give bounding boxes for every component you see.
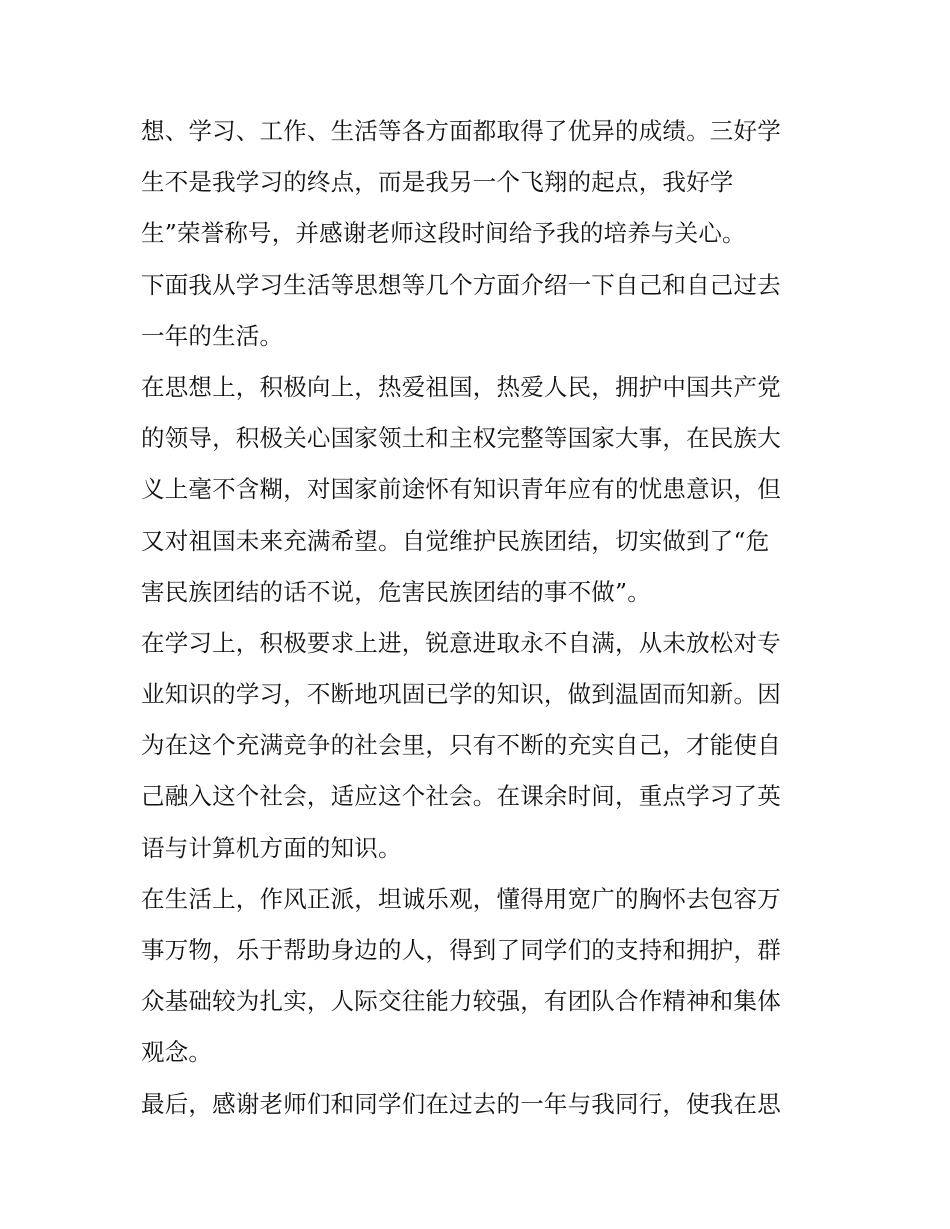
text-line: 最后，感谢老师们和同学们在过去的一年与我同行，使我在思	[141, 1089, 781, 1118]
text-line: 的领导，积极关心国家领土和主权完整等国家大事，在民族大	[141, 424, 781, 453]
text-line: 一年的生活。	[141, 321, 284, 350]
text-line: 己融入这个社会，适应这个社会。在课余时间，重点学习了英	[141, 782, 781, 811]
text-line: 生”荣誉称号，并感谢老师这段时间给予我的培养与关心。	[141, 219, 746, 248]
text-line: 事万物，乐于帮助身边的人，得到了同学们的支持和拥护，群	[141, 936, 781, 964]
text-line: 为在这个充满竞争的社会里，只有不断的充实自己，才能使自	[141, 731, 781, 760]
document-body	[141, 106, 821, 1130]
text-line: 众基础较为扎实，人际交往能力较强，有团队合作精神和集体	[141, 987, 781, 1016]
text-line: 害民族团结的话不说，危害民族团结的事不做”。	[141, 577, 651, 606]
text-line: 语与计算机方面的知识。	[141, 833, 402, 862]
text-line: 想、学习、工作、生活等各方面都取得了优异的成绩。三好学	[141, 117, 781, 145]
text-line: 生不是我学习的终点，而是我另一个飞翔的起点，我好学	[141, 168, 734, 197]
text-line: 观念。	[141, 1038, 213, 1067]
text-line: 下面我从学习生活等思想等几个方面介绍一下自己和自己过去	[141, 270, 781, 299]
text-line: 又对祖国未来充满希望。自觉维护民族团结，切实做到了“危	[141, 526, 770, 555]
text-line: 在学习上，积极要求上进，锐意进取永不自满，从未放松对专	[141, 628, 781, 657]
text-line: 业知识的学习，不断地巩固已学的知识，做到温固而知新。因	[141, 680, 781, 709]
text-line: 在生活上，作风正派，坦诚乐观，懂得用宽广的胸怀去包容万	[141, 884, 781, 913]
text-line: 义上毫不含糊，对国家前途怀有知识青年应有的忧患意识，但	[141, 475, 781, 504]
text-line: 在思想上，积极向上，热爱祖国，热爱人民，拥护中国共产党	[141, 372, 781, 401]
